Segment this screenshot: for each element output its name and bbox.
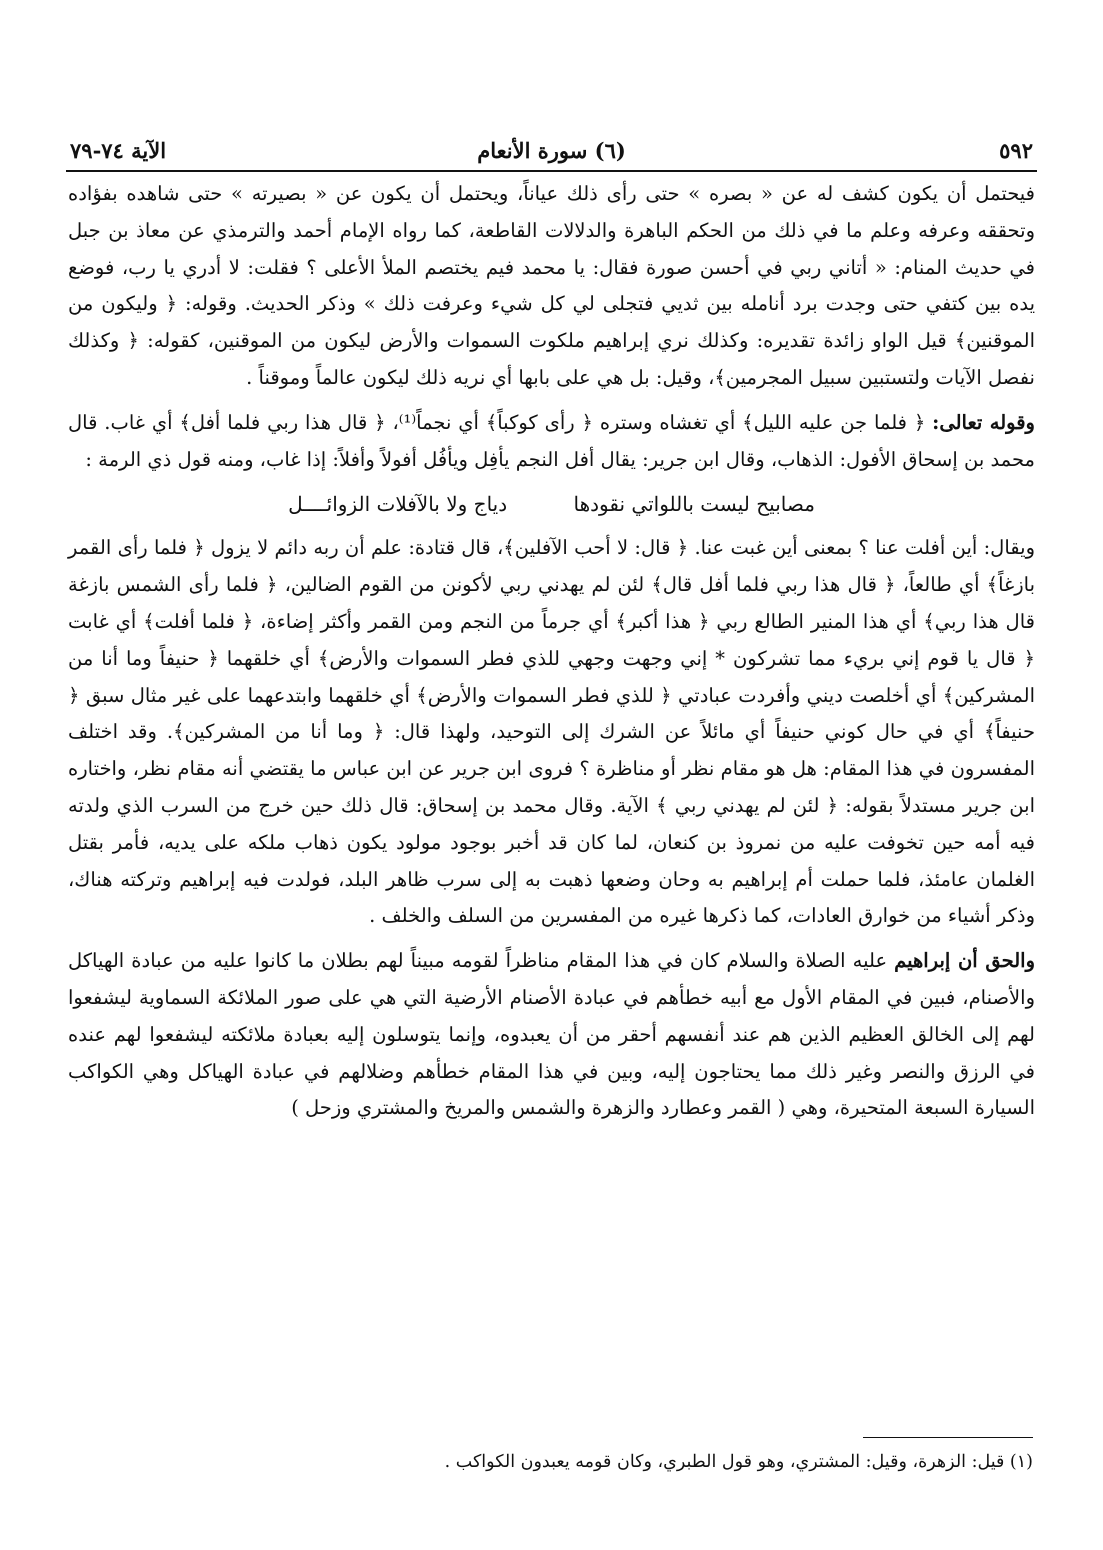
poem-second-hemistich: دياج ولا بالآفلات الزوائــــل [288, 492, 508, 517]
commentary-body [68, 176, 1035, 1135]
paragraph-2 [68, 405, 1035, 479]
paragraph-2-text: ﴿ فلما جن عليه الليل﴾ أي تغشاه وستره ﴿ رأى كوكباً﴾ أي نجماً⁽¹⁾، ﴿ قال هذا ربي فلما أفل﴾ أي غاب. قال محمد بن إسحاق الأفول: الذهاب، وقال ابن جرير: يقال أفل النجم يأفِل ويأفُل أفولاً وأفلاً: إذا غاب، ومنه قول ذي الرمة : [68, 410, 1035, 471]
paragraph-4 [68, 943, 1035, 1127]
paragraph-4-text: عليه الصلاة والسلام كان في هذا المقام مناظراً لقومه مبيناً لهم بطلان ما كانوا عليه من عبادة الهياكل والأصنام، فبين في المقام الأول مع أبيه خطأهم في عبادة الأصنام الأرضية التي هي على صور الملائكة السماوية ليشفعوا لهم إلى الخالق العظيم الذين هم عند أنفسهم أحقر من أن يعبدوه، وإنما يتوسلون إليه بعبادة ملائكته ليشفعوا لهم عنده في الرزق والنصر وغير ذلك مما يحتاجون إليه، وبين في هذا المقام خطأهم وضلالهم في عبادة الهياكل وهي الكواكب السيارة السبعة المتحيرة، وهي ( القمر وعطارد والزهرة والشمس والمريخ والمشتري وزحل ) [68, 949, 1035, 1120]
paragraph-3: ويقال: أين أفلت عنا ؟ بمعنى أين غبت عنا. ﴿ قال: لا أحب الآفلين﴾، قال قتادة: علم أن ربه دائم لا يزول ﴿ فلما رأى القمر بازغاً﴾ أي طالعاً، ﴿ قال هذا ربي فلما أفل قال﴾ لئن لم يهدني ربي لأكونن من القوم الضالين، ﴿ فلما رأى الشمس بازغة قال هذا ربي﴾ أي هذا المنير الطالع ربي ﴿ هذا أكبر﴾ أي جرماً من النجم ومن القمر وأكثر إضاءة، ﴿ فلما أفلت﴾ أي غابت ﴿ قال يا قوم إني بريء مما تشركون * إني وجهت وجهي للذي فطر السموات والأرض﴾ أي خلقهما ﴿ حنيفاً وما أنا من المشركين﴾ أي أخلصت ديني وأفردت عبادتي ﴿ للذي فطر السموات والأرض﴾ أي خلقهما وابتدعهما على غير مثال سبق ﴿ حنيفاً﴾ أي في حال كوني حنيفاً أي مائلاً عن الشرك إلى التوحيد، ولهذا قال: ﴿ وما أنا من المشركين﴾. وقد اختلف المفسرون في هذا المقام: هل هو مقام نظر أو مناظرة ؟ فروى ابن جرير عن ابن عباس ما يقتضي أنه مقام نظر، واختاره ابن جرير مستدلاً بقوله: ﴿ لئن لم يهدني ربي ﴾ الآية. وقال محمد بن إسحاق: قال ذلك حين خرج من السرب الذي ولدته فيه أمه حين تخوفت عليه من نمروذ بن كنعان، لما كان قد أخبر بوجود مولود يكون ذهاب ملكه على يديه، فأمر بقتل الغلمان عامئذ، فلما حملت أم إبراهيم به وحان وضعها ذهبت به إلى سرب ظاهر البلد، فولدت فيه إبراهيم وتركته هناك، وذكر أشياء من خوارق العادات، كما ذكرها غيره من المفسرين من السلف والخلف . [68, 536, 1035, 928]
ayah-range: الآية ٧٤-٧٩ [70, 138, 167, 163]
page-number: ٥٩٢ [999, 138, 1033, 163]
footnote-rule [863, 1437, 1033, 1438]
poem-first-hemistich: مصابيح ليست باللواتي نقودها [573, 492, 815, 517]
poem-verse [68, 486, 1035, 522]
footnote: (١) قيل: الزهرة، وقيل: المشتري، وهو قول الطبري، وكان قومه يعبدون الكواكب . [444, 1452, 1033, 1472]
paragraph-2-lead: وقوله تعالى: [932, 410, 1035, 434]
sura-title: (٦) سورة الأنعام [477, 138, 626, 163]
paragraph-1: فيحتمل أن يكون كشف له عن « بصره » حتى رأى ذلك عياناً، ويحتمل أن يكون عن « بصيرته » حتى شاهده بفؤاده وتحققه وعرفه وعلم ما في ذلك من الحكم الباهرة والدلالات القاطعة، كما رواه الإمام أحمد والترمذي عن معاذ بن جبل في حديث المنام: « أتاني ربي في أحسن صورة فقال: يا محمد فيم يختصم الملأ الأعلى ؟ فقلت: لا أدري يا رب، فوضع يده بين كتفي حتى وجدت برد أنامله بين ثديي فتجلى لي كل شيء وعرفت ذلك » وذكر الحديث. وقوله: ﴿ وليكون من الموقنين﴾ قيل الواو زائدة تقديره: وكذلك نري إبراهيم ملكوت السموات والأرض ليكون من الموقنين، كقوله: ﴿ وكذلك نفصل الآيات ولتستبين سبيل المجرمين﴾، وقيل: بل هي على بابها أي نريه ذلك ليكون عالماً وموقناً . [68, 182, 1035, 389]
header-rule [66, 170, 1037, 172]
paragraph-4-lead: والحق أن إبراهيم [894, 949, 1036, 973]
